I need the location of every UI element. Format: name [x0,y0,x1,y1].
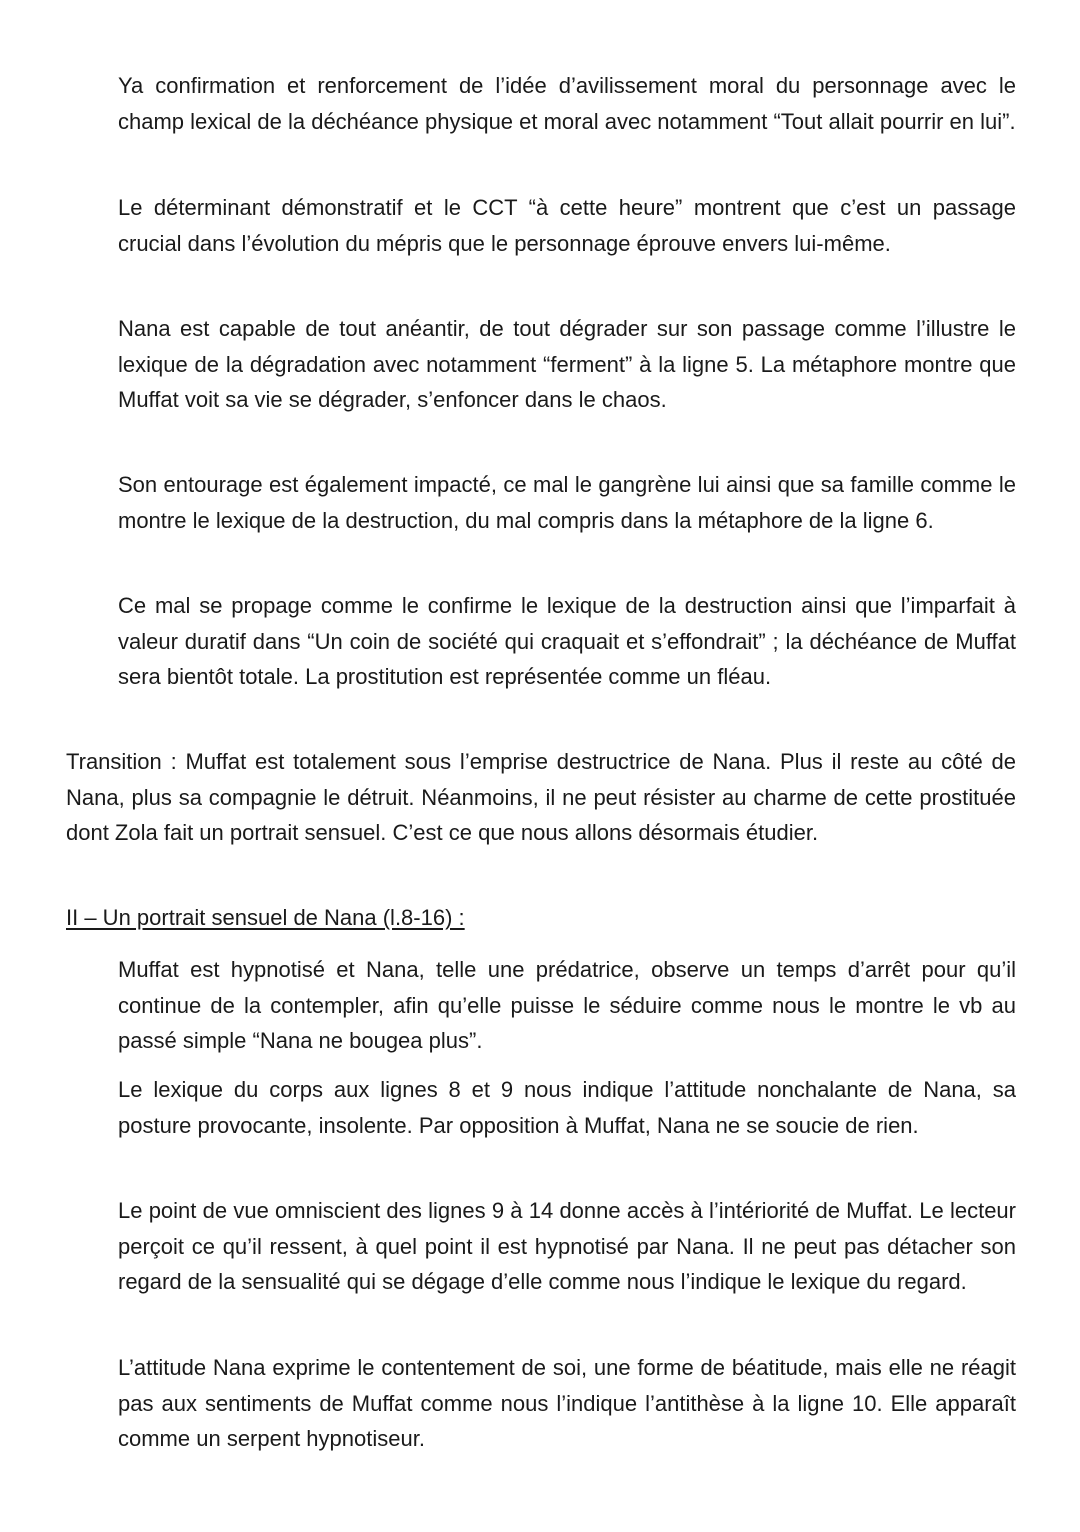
paragraph-avilissement: Ya confirmation et renforcement de l’idée d’avilissement moral du personnage avec le champ lexical de la déchéance physique et moral avec notamment “Tout allait pourrir en lui”. [118,73,1016,134]
paragraph-determinant: Le déterminant démonstratif et le CCT “à cette heure” montrent que c’est un passage crucial dans l’évolution du mépris que le personnage éprouve envers lui-même. [118,195,1016,256]
paragraph-propagation: Ce mal se propage comme le confirme le lexique de la destruction ainsi que l’imparfait à valeur duratif dans “Un coin de société qui craquait et s’effondrait” ; la déchéance de Muffat sera bientôt totale. La prostitution est représentée comme un fléau. [118,593,1016,689]
paragraph-point-de-vue: Le point de vue omniscient des lignes 9 à 14 donne accès à l’intériorité de Muffat. Le lecteur perçoit ce qu’il ressent, à quel point il est hypnotisé par Nana. Il ne peut pas détacher son regard de la sensualité qui se dégage d’elle comme nous l’indique le lexique du regard. [118,1198,1016,1294]
paragraph-attitude: L’attitude Nana exprime le contentement de soi, une forme de béatitude, mais elle ne réagit pas aux sentiments de Muffat comme nous l’indique l’antithèse à la ligne 10. Elle apparaît comme un serpent hypnotiseur. [118,1355,1016,1451]
paragraph-entourage: Son entourage est également impacté, ce mal le gangrène lui ainsi que sa famille comme le montre le lexique de la destruction, du mal compris dans la métaphore de la ligne 6. [118,472,1016,533]
transition-paragraph: Transition : Muffat est totalement sous l’emprise destructrice de Nana. Plus il reste au côté de Nana, plus sa compagnie le détruit. Néanmoins, il ne peut résister au charme de cette prostituée dont Zola fait un portrait sensuel. C’est ce que nous allons désormais étudier. [66,749,1016,845]
paragraph-hypnotise: Muffat est hypnotisé et Nana, telle une prédatrice, observe un temps d’arrêt pour qu’il continue de la contempler, afin qu’elle puisse le séduire comme nous le montre le vb au passé simple “Nana ne bougea plus”. [118,957,1016,1053]
paragraph-lexique-corps: Le lexique du corps aux lignes 8 et 9 nous indique l’attitude nonchalante de Nana, sa posture provocante, insolente. Par opposition à Muffat, Nana ne se soucie de rien. [118,1077,1016,1138]
section-heading: II – Un portrait sensuel de Nana (l.8-16) : [66,905,465,930]
paragraph-degradation: Nana est capable de tout anéantir, de tout dégrader sur son passage comme l’illustre le lexique de la dégradation avec notamment “ferment” à la ligne 5. La métaphore montre que Muffat voit sa vie se dégrader, s’enfoncer dans le chaos. [118,316,1016,412]
